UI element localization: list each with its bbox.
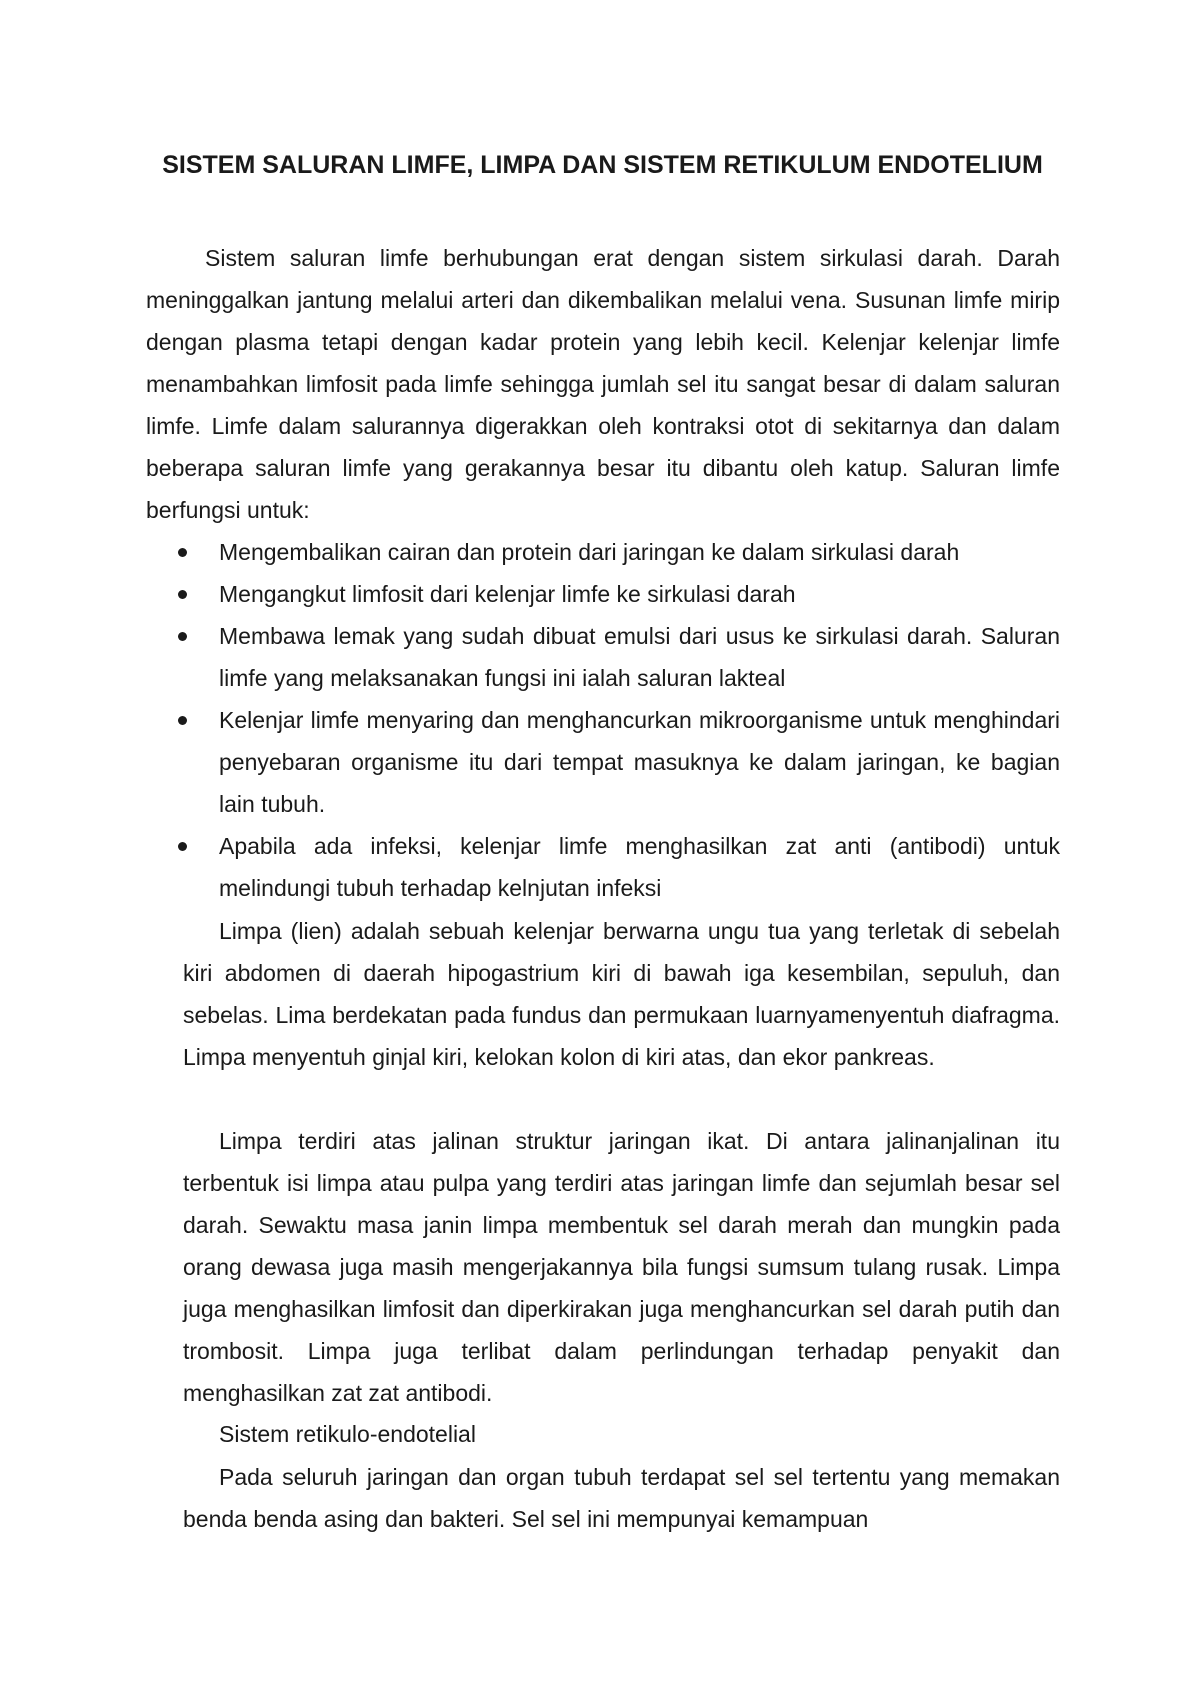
bullet-icon <box>178 632 187 641</box>
paragraph-spleen-structure: Limpa terdiri atas jalinan struktur jaringan ikat. Di antara jalinanjalinan itu terbentuk isi limpa atau pulpa yang terdiri atas jaringan limfe dan sejumlah besar sel darah. Sewaktu masa janin limpa membentuk sel darah merah dan mungkin pada orang dewasa juga masih mengerjakannya bila fungsi sumsum tulang rusak. Limpa juga menghasilkan limfosit dan diperkirakan juga menghancurkan sel darah putih dan trombosit. Limpa juga terlibat dalam perlindungan terhadap penyakit dan menghasilkan zat zat antibodi. <box>183 1128 1060 1406</box>
list-item <box>146 825 1060 909</box>
paragraph-spleen: Limpa (lien) adalah sebuah kelenjar berwarna ungu tua yang terletak di sebelah kiri abdomen di daerah hipogastrium kiri di bawah iga kesembilan, sepuluh, dan sebelas. Lima berdekatan pada fundus dan permukaan luarnyamenyentuh diafragma. Limpa menyentuh ginjal kiri, kelokan kolon di kiri atas, dan ekor pankreas. <box>183 918 1060 1070</box>
list-item <box>146 531 1060 573</box>
list-item <box>146 615 1060 699</box>
bullet-icon <box>178 590 187 599</box>
document-title: SISTEM SALURAN LIMFE, LIMPA DAN SISTEM RETIKULUM ENDOTELIUM <box>162 151 1043 179</box>
bullet-icon <box>178 548 187 557</box>
list-item-text: Apabila ada infeksi, kelenjar limfe menghasilkan zat anti (antibodi) untuk melindungi tubuh terhadap kelnjutan infeksi <box>219 833 1060 901</box>
paragraph-lymph-system: Sistem saluran limfe berhubungan erat dengan sistem sirkulasi darah. Darah meninggalkan jantung melalui arteri dan dikembalikan melalui vena. Susunan limfe mirip dengan plasma tetapi dengan kadar protein yang lebih kecil. Kelenjar kelenjar limfe menambahkan limfosit pada limfe sehingga jumlah sel itu sangat besar di dalam saluran limfe. Limfe dalam salurannya digerakkan oleh kontraksi otot di sekitarnya dan dalam beberapa saluran limfe yang gerakannya besar itu dibantu oleh katup. Saluran limfe berfungsi untuk: <box>146 245 1060 523</box>
list-item-text: Membawa lemak yang sudah dibuat emulsi dari usus ke sirkulasi darah. Saluran limfe yang melaksanakan fungsi ini ialah saluran lakteal <box>219 623 1060 691</box>
list-item-text: Kelenjar limfe menyaring dan menghancurkan mikroorganisme untuk menghindari penyebaran organisme itu dari tempat masuknya ke dalam jaringan, ke bagian lain tubuh. <box>219 707 1060 817</box>
list-item-text: Mengembalikan cairan dan protein dari jaringan ke dalam sirkulasi darah <box>219 539 960 565</box>
lymph-function-list <box>146 531 1060 909</box>
list-item <box>146 699 1060 825</box>
section-subheading: Sistem retikulo-endotelial <box>219 1421 476 1447</box>
list-item-text: Mengangkut limfosit dari kelenjar limfe ke sirkulasi darah <box>219 581 796 607</box>
list-item <box>146 573 1060 615</box>
paragraph-reticuloendothelial: Pada seluruh jaringan dan organ tubuh terdapat sel sel tertentu yang memakan benda benda asing dan bakteri. Sel sel ini mempunyai kemampuan <box>183 1464 1060 1532</box>
bullet-icon <box>178 716 187 725</box>
bullet-icon <box>178 842 187 851</box>
